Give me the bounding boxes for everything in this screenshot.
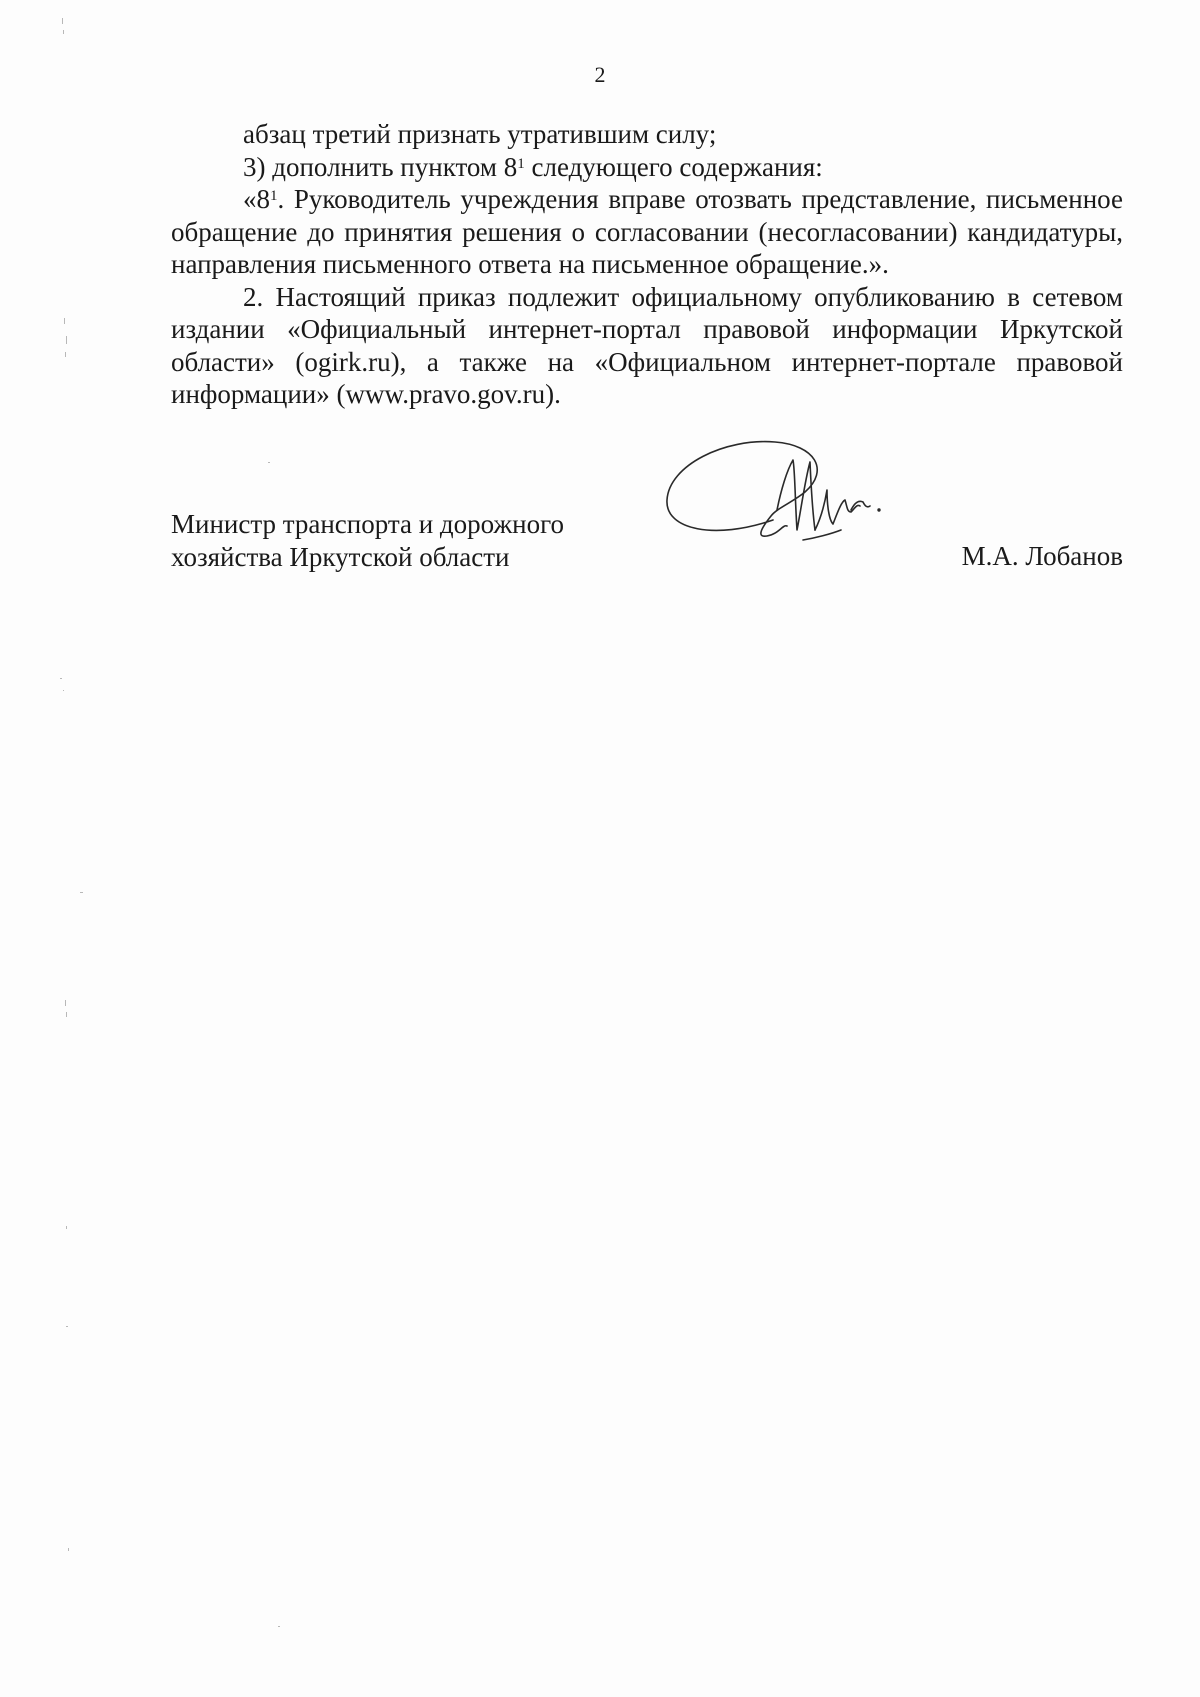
paragraph-item-3-lead: 3) дополнить пунктом 8	[243, 151, 518, 182]
paragraph-point-8-1-open: «8	[243, 184, 270, 214]
paragraph-abzac-text: абзац третий признать утратившим силу;	[243, 119, 717, 149]
paragraph-point-8-1	[171, 183, 1123, 281]
page-number: 2	[594, 62, 606, 87]
handwritten-signature	[655, 430, 915, 580]
paragraph-publication	[171, 281, 1123, 411]
paragraph-abzac	[171, 118, 1123, 151]
signature-block	[171, 508, 1123, 588]
signatory-name: М.А. Лобанов	[961, 541, 1123, 571]
paragraph-item-3-tail: следующего содержания:	[524, 151, 823, 182]
superscript-1: 1	[517, 155, 525, 172]
paragraph-publication-text: 2. Настоящий приказ подлежит официальному опубликованию в сетевом издании «Официальный интернет-портал правовой информации Иркутской области» (ogirk.ru), а также на «Официальном интернет-портале правовой информации» (www.pravo.gov.ru).	[171, 281, 1123, 409]
signatory-position	[171, 508, 631, 573]
paragraph-item-3	[171, 151, 1123, 184]
paragraph-point-8-1-text: . Руководитель учреждения вправе отозвать представление, письменное обращение до принятия решения о согласовании (несогласовании) кандидатуры, направления письменного ответа на письменное обращение.».	[171, 184, 1123, 279]
signatory-position-line-2: хозяйства Иркутской области	[171, 541, 510, 572]
superscript-1: 1	[270, 188, 278, 204]
signatory-position-line-1: Министр транспорта и дорожного	[171, 509, 564, 539]
document-body	[171, 118, 1123, 411]
